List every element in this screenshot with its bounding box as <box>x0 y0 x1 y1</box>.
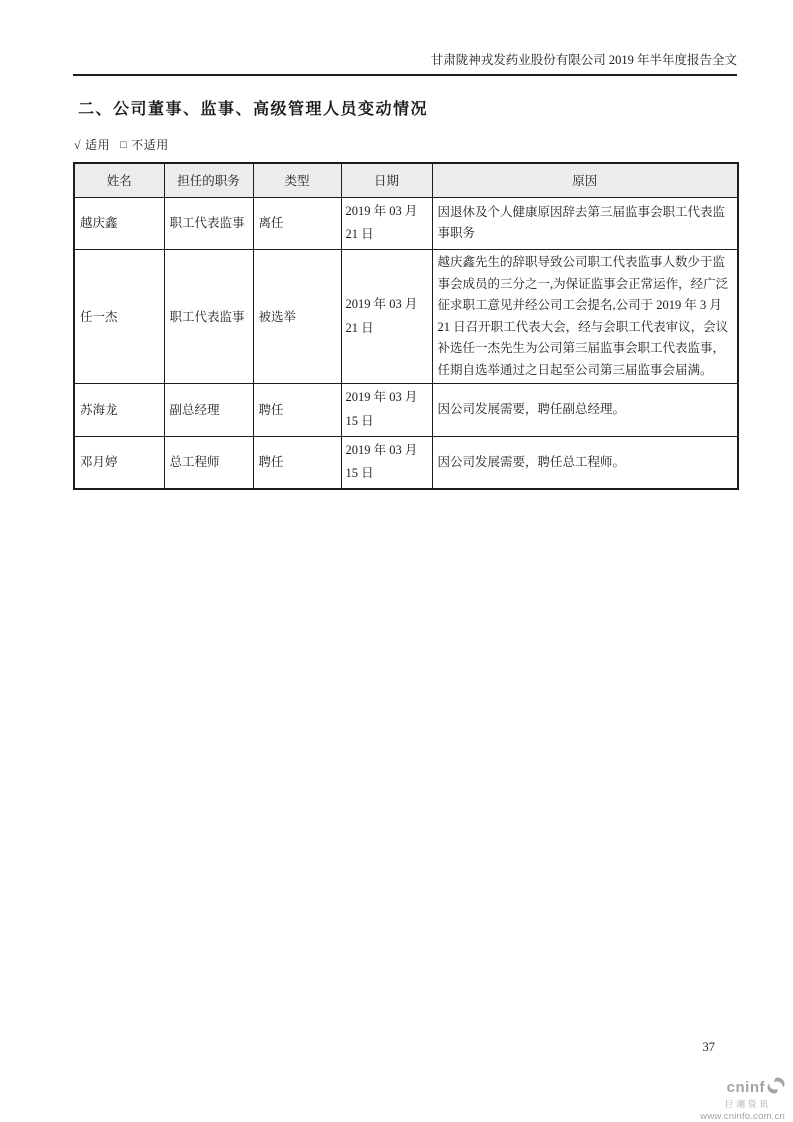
table-row <box>74 250 738 384</box>
cell-date: 2019 年 03 月 21 日 <box>341 197 432 250</box>
applicability-line <box>74 136 169 153</box>
table-row <box>74 436 738 489</box>
cell-position: 职工代表监事 <box>164 197 253 250</box>
cell-type: 聘任 <box>253 384 341 437</box>
cell-position: 职工代表监事 <box>164 250 253 384</box>
cninfo-logo-text: cninf <box>726 1079 765 1096</box>
cell-position: 副总经理 <box>164 384 253 437</box>
cell-reason: 因公司发展需要，聘任副总经理。 <box>432 384 738 437</box>
applicable-label: 适用 <box>85 138 111 152</box>
table-row <box>74 384 738 437</box>
not-applicable-label: 不适用 <box>131 138 169 152</box>
document-header-title: 甘肃陇神戎发药业股份有限公司 2019 年半年度报告全文 <box>73 52 737 76</box>
column-header-type: 类型 <box>253 163 341 197</box>
not-applicable-checkbox: □ <box>120 139 128 151</box>
column-header-date: 日期 <box>341 163 432 197</box>
cninfo-logo-subtitle: 巨潮资讯 <box>724 1099 771 1109</box>
cninfo-logo-url: www.cninfo.com.cn <box>700 1110 785 1122</box>
cninfo-swirl-icon <box>767 1077 785 1098</box>
column-header-position: 担任的职务 <box>164 163 253 197</box>
section-title: 二、公司董事、监事、高级管理人员变动情况 <box>78 101 429 118</box>
table-header-row <box>74 163 738 197</box>
cell-date: 2019 年 03 月 21 日 <box>341 250 432 384</box>
cell-reason: 因公司发展需要，聘任总工程师。 <box>432 436 738 489</box>
cell-type: 离任 <box>253 197 341 250</box>
column-header-name: 姓名 <box>74 163 164 197</box>
cninfo-logo <box>700 1077 785 1121</box>
table-row <box>74 197 738 250</box>
cell-type: 被选举 <box>253 250 341 384</box>
cell-name: 越庆鑫 <box>74 197 164 250</box>
cell-reason: 因退休及个人健康原因辞去第三届监事会职工代表监事职务 <box>432 197 738 250</box>
cell-reason: 越庆鑫先生的辞职导致公司职工代表监事人数少于监事会成员的三分之一,为保证监事会正常运作，经广泛征求职工意见并经公司工会提名,公司于 2019 年 3 月 21 日召开职工代表大会，经与会职工代表审议，会议补选任一杰先生为公司第三届监事会职工代表监事，任期自选举通过之日起至公司第三届监事会届满。 <box>432 250 738 384</box>
cell-name: 苏海龙 <box>74 384 164 437</box>
cell-type: 聘任 <box>253 436 341 489</box>
cell-name: 任一杰 <box>74 250 164 384</box>
applicable-check-mark: √ <box>74 138 82 152</box>
cell-date: 2019 年 03 月 15 日 <box>341 436 432 489</box>
cell-date: 2019 年 03 月 15 日 <box>341 384 432 437</box>
personnel-change-table <box>73 162 739 490</box>
page-number: 37 <box>702 1040 715 1054</box>
cell-position: 总工程师 <box>164 436 253 489</box>
column-header-reason: 原因 <box>432 163 738 197</box>
cell-name: 邓月婷 <box>74 436 164 489</box>
